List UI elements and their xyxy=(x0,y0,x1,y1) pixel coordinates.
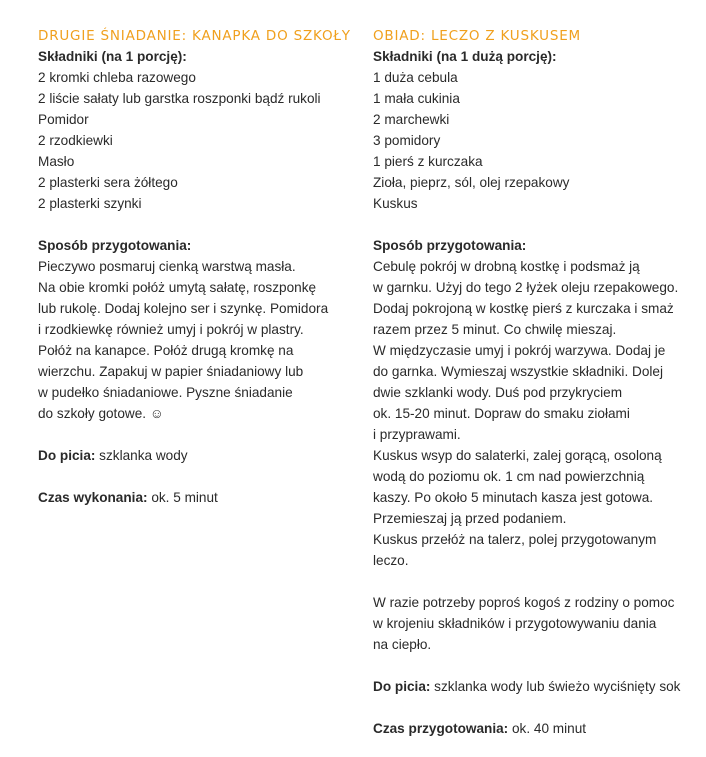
method-line: wodą do poziomu ok. 1 cm nad powierzchnią xyxy=(373,469,645,484)
time-label: Czas przygotowania: xyxy=(373,721,509,736)
left-drink xyxy=(38,445,358,466)
list-item: 2 plasterki szynki xyxy=(38,196,142,211)
right-recipe-title: OBIAD: LECZO Z KUSKUSEM xyxy=(373,28,581,44)
method-line: w pudełko śniadaniowe. Pyszne śniadanie xyxy=(38,385,293,400)
method-line: i rzodkiewkę również umyj i pokrój w plastry. xyxy=(38,322,304,337)
left-ingredients-heading: Składniki (na 1 porcję): xyxy=(38,49,187,64)
drink-value: szklanka wody xyxy=(95,448,188,463)
list-item: Masło xyxy=(38,154,75,169)
method-line: Kuskus wsyp do salaterki, zalej gorącą, osoloną xyxy=(373,448,662,463)
list-item: Zioła, pieprz, sól, olej rzepakowy xyxy=(373,175,570,190)
list-item: Kuskus xyxy=(373,196,418,211)
time-value: ok. 5 minut xyxy=(147,490,218,505)
method-line: razem przez 5 minut. Co chwilę mieszaj. xyxy=(373,322,617,337)
method-line: lub rukolę. Dodaj kolejno ser i szynkę. Pomidora xyxy=(38,301,329,316)
method-line: Połóż na kanapce. Połóż drugą kromkę na xyxy=(38,343,294,358)
list-item: 1 duża cebula xyxy=(373,70,458,85)
right-time xyxy=(373,718,698,739)
left-time xyxy=(38,487,358,508)
method-line: w garnku. Użyj do tego 2 łyżek oleju rzepakowego. xyxy=(373,280,679,295)
method-line: do garnka. Wymieszaj wszystkie składniki. Dolej xyxy=(373,364,663,379)
method-line: W międzyczasie umyj i pokrój warzywa. Dodaj je xyxy=(373,343,666,358)
note-line: na ciepło. xyxy=(373,637,432,652)
left-method-text xyxy=(38,256,358,424)
drink-label: Do picia: xyxy=(38,448,96,463)
left-method-heading: Sposób przygotowania: xyxy=(38,238,192,253)
list-item: 2 marchewki xyxy=(373,112,450,127)
method-line: Dodaj pokrojoną w kostkę pierś z kurczaka i smaż xyxy=(373,301,674,316)
method-line: Przemieszaj ją przed podaniem. xyxy=(373,511,567,526)
list-item: Pomidor xyxy=(38,112,89,127)
time-value: ok. 40 minut xyxy=(508,721,587,736)
list-item: 1 mała cukinia xyxy=(373,91,460,106)
list-item: 1 pierś z kurczaka xyxy=(373,154,483,169)
right-method-text xyxy=(373,256,698,571)
method-line: dwie szklanki wody. Duś pod przykryciem xyxy=(373,385,623,400)
method-line: i przyprawami. xyxy=(373,427,461,442)
note-line: W razie potrzeby poproś kogoś z rodziny o pomoc xyxy=(373,595,675,610)
method-line: Kuskus przełóż na talerz, polej przygotowanym xyxy=(373,532,657,547)
right-drink xyxy=(373,676,698,697)
drink-value: szklanka wody lub świeżo wyciśnięty sok xyxy=(430,679,681,694)
time-label: Czas wykonania: xyxy=(38,490,148,505)
list-item: 2 kromki chleba razowego xyxy=(38,70,196,85)
method-line: kaszy. Po około 5 minutach kasza jest gotowa. xyxy=(373,490,654,505)
left-ingredients-list xyxy=(38,67,358,214)
method-line: do szkoły gotowe. ☺ xyxy=(38,406,164,421)
left-recipe-title: DRUGIE ŚNIADANIE: KANAPKA DO SZKOŁY xyxy=(38,28,351,44)
list-item: 2 rzodkiewki xyxy=(38,133,113,148)
list-item: 3 pomidory xyxy=(373,133,441,148)
right-recipe xyxy=(373,26,698,739)
right-method-heading: Sposób przygotowania: xyxy=(373,238,527,253)
method-line: ok. 15-20 minut. Dopraw do smaku ziołami xyxy=(373,406,630,421)
right-ingredients-list xyxy=(373,67,698,214)
method-line: wierzchu. Zapakuj w papier śniadaniowy lub xyxy=(38,364,304,379)
method-line: Pieczywo posmaruj cienką warstwą masła. xyxy=(38,259,296,274)
drink-label: Do picia: xyxy=(373,679,431,694)
method-line: Cebulę pokrój w drobną kostkę i podsmaż ją xyxy=(373,259,640,274)
right-ingredients-heading: Składniki (na 1 dużą porcję): xyxy=(373,49,557,64)
list-item: 2 liście sałaty lub garstka roszponki bądź rukoli xyxy=(38,91,321,106)
method-line: Na obie kromki połóż umytą sałatę, roszponkę xyxy=(38,280,317,295)
right-note-text xyxy=(373,592,698,655)
note-line: w krojeniu składników i przygotowywaniu dania xyxy=(373,616,657,631)
left-recipe xyxy=(38,26,358,508)
method-line: leczo. xyxy=(373,553,409,568)
list-item: 2 plasterki sera żółtego xyxy=(38,175,178,190)
